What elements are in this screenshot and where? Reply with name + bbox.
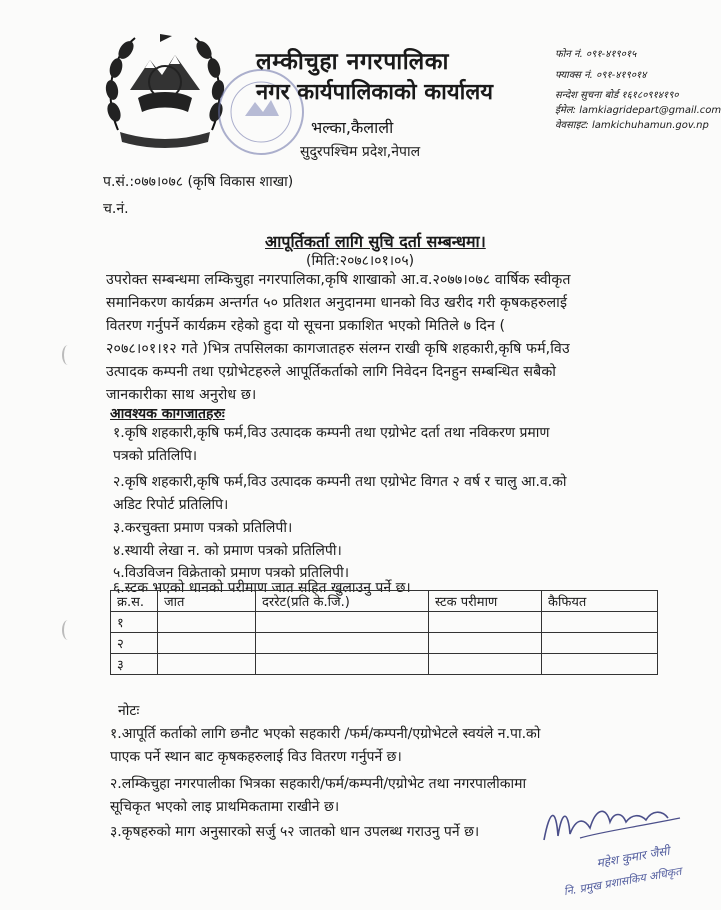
table-cell (429, 654, 542, 675)
table-header: स्टक परीमाण (429, 591, 542, 612)
table-cell (542, 633, 658, 654)
note-line: पाएक पर्ने स्थान बाट कृषकहरुलाई विउ वितरण गर्नुपर्ने छ। (110, 749, 402, 765)
contact-phone: फोन नं. ०९१-४१९०१५ (555, 49, 637, 60)
body-line: उपरोक्त सम्बन्धमा लम्किचुहा नगरपालिका,कृषि शाखाको आ.व.२०७७।०७८ वार्षिक स्वीकृत (106, 272, 571, 288)
table-cell (429, 612, 542, 633)
contact-notice-board: सन्देश सुचना बोर्ड १६१८०९१४१९० (555, 90, 679, 101)
document-item: ६.स्टक भएको धानको परीमाण जात सहित खुलाउनु पर्ने छ। (113, 580, 411, 596)
office-location: भल्का,कैलाली (311, 118, 394, 137)
table-cell: १ (111, 612, 158, 633)
table-header: दररेट(प्रति के.जि.) (256, 591, 429, 612)
document-item: अडिट रिपोर्ट प्रतिलिपि। (113, 497, 229, 513)
document-item: २.कृषि शहकारी,कृषि फर्म,विउ उत्पादक कम्पनी तथा एग्रोभेट विगत २ वर्ष र चालु आ.व.को (113, 474, 567, 490)
punch-hole-mark (62, 620, 74, 640)
office-province: सुदुरपश्चिम प्रदेश,नेपाल (300, 144, 421, 160)
table-cell (542, 654, 658, 675)
contact-email: ईमेल: lamkiagridepart@gmail.com (555, 105, 721, 116)
nepal-emblem-logo (100, 20, 230, 148)
note-line: २.लम्किचुहा नगरपालीका भित्रका सहकारी/फर्म/कम्पनी/एग्रोभेट तथा नगरपालीकामा (110, 776, 527, 792)
body-line: समानिकरण कार्यक्रम अन्तर्गत ५० प्रतिशत अनुदानमा धानको विउ खरीद गरी कृषकहरुलाई (106, 295, 568, 311)
office-subtitle: नगर कार्यपालिकाको कार्यालय (256, 80, 493, 105)
signatory-name: महेश कुमार जैसी (595, 843, 671, 871)
note-line: १.आपूर्ति कर्ताको लागि छनौट भएको सहकारी /फर्म/कम्पनी/एग्रोभेटले स्वयंले न.पा.को (110, 726, 541, 742)
notes-heading: नोटः (118, 703, 140, 719)
table-cell (256, 633, 429, 654)
table-cell: ३ (111, 654, 158, 675)
document-item: ३.करचुक्ता प्रमाण पत्रको प्रतिलिपी। (113, 520, 293, 536)
table-header-row (111, 591, 658, 612)
table-header: जात (158, 591, 256, 612)
table-cell (158, 633, 256, 654)
note-line: सूचिकृत भएको लाइ प्राथमिकतामा राखीने छ। (110, 799, 340, 815)
table-cell (542, 612, 658, 633)
table-header: कैफियत (542, 591, 658, 612)
office-name: लम्कीचुहा नगरपालिका (256, 49, 449, 75)
document-item: ५.विउविजन विक्रेताको प्रमाण पत्रको प्रतिलिपी। (113, 565, 350, 581)
table-cell (256, 612, 429, 633)
table-cell (158, 612, 256, 633)
documents-heading: आवश्यक कागजातहरुः (110, 406, 225, 422)
letter-subject: आपूर्तिकर्ता लागि सुचि दर्ता सम्बन्धमा। (265, 232, 486, 251)
table-cell (158, 654, 256, 675)
letter-date: (मिति:२०७८।०१।०५) (306, 253, 415, 269)
table-header: क्र.स. (111, 591, 158, 612)
contact-fax: फ्याक्स नं. ०९१-४१९०१४ (555, 70, 647, 81)
signatory-title: नि. प्रमुख प्रशासकिय अधिकृत (562, 864, 683, 899)
contact-website: वेवसाइट: lamkichuhamun.gov.np (555, 120, 709, 131)
stock-table (110, 590, 658, 675)
body-line: जानकारीका साथ अनुरोध छ। (106, 387, 257, 403)
table-row (111, 612, 658, 633)
document-item: ४.स्थायी लेखा न. को प्रमाण पत्रको प्रतिलिपी। (113, 543, 342, 559)
note-line: ३.कृषहरुको माग अनुसारको सर्जु ५२ जातको धान उपलब्ध गराउनु पर्ने छ। (110, 824, 480, 840)
body-line: उत्पादक कम्पनी तथा एग्रोभेटहरुले आपूर्तिकर्ताको लागि निवेदन दिनहुन सम्बन्धित सबैको (106, 364, 556, 380)
punch-hole-mark (62, 345, 74, 365)
reference-number: प.सं.:०७७।०७८ (कृषि विकास शाखा) (103, 174, 294, 190)
table-cell: २ (111, 633, 158, 654)
body-line: २०७८।०१।१२ गते )भित्र तपसिलका कागजातहरु संलग्न राखी कृषि शहकारी,कृषि फर्म,विउ (106, 341, 570, 357)
table-row (111, 654, 658, 675)
document-item: पत्रको प्रतिलिपि। (113, 448, 198, 464)
table-row (111, 633, 658, 654)
table-cell (256, 654, 429, 675)
body-line: वितरण गर्नुपर्ने कार्यक्रम रहेको हुदा यो सूचना प्रकाशित भएको मितिले ७ दिन ( (106, 318, 506, 334)
table-cell (429, 633, 542, 654)
document-item: १.कृषि शहकारी,कृषि फर्म,विउ उत्पादक कम्पनी तथा एग्रोभेट दर्ता तथा नविकरण प्रमाण (113, 425, 550, 441)
dispatch-number: च.नं. (103, 201, 129, 217)
